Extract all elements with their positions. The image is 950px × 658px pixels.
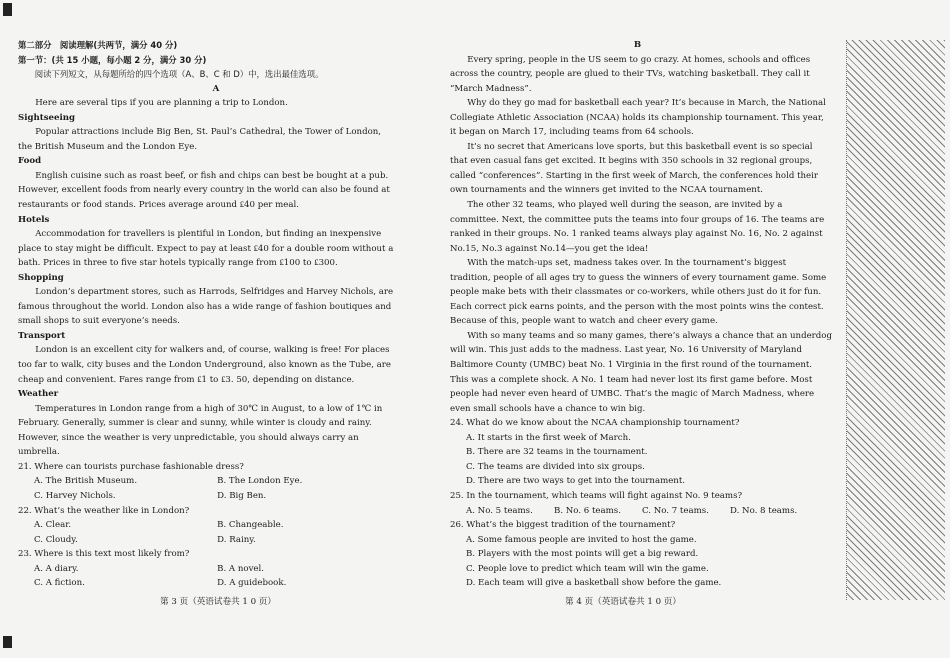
passage-label-a: A (212, 83, 220, 94)
option: B. A novel. (217, 563, 265, 574)
option: A. Some famous people are invited to host the game. (466, 534, 697, 545)
passage-line: will win. This just adds to the madness. Last year, No. 16 University of Maryland (450, 345, 802, 356)
passage-line: The other 32 teams, who played well during the season, are invited by a (467, 200, 783, 211)
binding-margin-hatch (847, 40, 945, 600)
passage-line: Because of this, people want to watch and cheer every game. (450, 316, 718, 327)
passage-line: own tournaments and the winners get invited to the NCAA tournament. (450, 185, 764, 196)
passage-a-sections (18, 111, 414, 460)
passage-line: place to stay might be difficult. Expect to pay at least ₤40 for a double room without a (18, 243, 394, 254)
question-stem: 24. What do we know about the NCAA championship tournament? (450, 418, 740, 429)
passage-line: English cuisine such as roast beef, or fish and chips can best be bought at a pub. (35, 170, 389, 181)
passage-line: small shops to suit everyone’s needs. (18, 316, 180, 327)
option: C. Cloudy. (34, 534, 78, 545)
passage-line: across the country, people are glued to their TVs, watching basketball. They call it (450, 69, 810, 80)
passage-line: tradition, people of all ages try to guess the winners of every tournament game. Some (450, 272, 827, 283)
option: C. Harvey Nichols. (34, 490, 116, 501)
section-title: Hotels (18, 214, 50, 225)
passage-line: cheap and convenient. Fares range from ₤1 to ₤3. 50, depending on distance. (18, 374, 355, 385)
option: D. Rainy. (217, 534, 256, 545)
passage-line: Why do they go mad for basketball each year? It’s because in March, the National (467, 98, 826, 109)
passage-line: people make bets with their classmates or co-workers, while others just do it for fun. (450, 287, 822, 298)
instruction: 阅读下列短文，从每题所给的四个选项（A、B、C 和 D）中，选出最佳选项。 (34, 69, 324, 80)
passage-line: It’s no secret that Americans love sports, but this basketball event is so special (467, 141, 813, 152)
option: C. A fiction. (34, 578, 85, 589)
passage-line: Temperatures in London range from a high of 30℃ in August, to a low of 1℃ in (35, 403, 383, 414)
passage-line: Every spring, people in the US seem to go crazy. At homes, schools and offices (467, 54, 811, 65)
passage-line: “March Madness”. (450, 83, 532, 94)
passage-line: people had never even heard of UMBC. That’s the magic of March Madness, where (450, 389, 815, 400)
passage-line: Accommodation for travellers is plentiful in London, but finding an inexpensive (35, 229, 382, 240)
scan-corner-mark (3, 636, 12, 648)
passage-a-questions (18, 460, 414, 591)
passage-line: This was a complete shock. A No. 1 team had never lost its first game before. Most (450, 374, 813, 385)
question-stem: 25. In the tournament, which teams will fight against No. 9 teams? (450, 490, 743, 501)
passage-line: Baltimore County (UMBC) beat No. 1 Virginia in the first round of the tournament. (450, 360, 813, 371)
option: A. A diary. (34, 563, 79, 574)
passage-line: However, excellent foods from nearly every country in the world can also be found at (18, 185, 390, 196)
option: B. Players with the most points will get a big reward. (466, 549, 699, 560)
passage-line: restaurants or food stands. Prices average around ₤40 per meal. (18, 200, 299, 211)
section-title: Sightseeing (18, 112, 75, 123)
passage-b-body (450, 53, 832, 417)
scan-corner-mark (3, 3, 12, 16)
question-25 (450, 489, 825, 518)
question-26 (450, 518, 825, 591)
left-page (18, 0, 414, 658)
passage-line: London is an excellent city for walkers and, of course, walking is free! For places (35, 345, 390, 356)
options-row (18, 562, 414, 577)
passage-line: even small schools have a chance to win big. (450, 403, 646, 414)
question-24 (450, 416, 825, 489)
passage-label-b: B (633, 40, 642, 50)
passage-line: No.15, No.3 against No.14—you get the idea! (450, 243, 649, 254)
passage-line: London’s department stores, such as Harrods, Selfridges and Harvey Nichols, are (35, 287, 394, 298)
option: C. The teams are divided into six groups. (466, 461, 645, 472)
options-row (18, 533, 414, 548)
option: D. Each team will give a basketball show before the game. (466, 578, 722, 589)
option: C. People love to predict which team will win the game. (466, 563, 709, 574)
passage-line: With the match-ups set, madness takes over. In the tournament’s biggest (467, 258, 787, 269)
part-heading: 第二部分 阅读理解(共两节，满分 40 分) (18, 40, 178, 50)
option: A. The British Museum. (34, 476, 138, 487)
option: A. It starts in the first week of March. (466, 432, 631, 443)
question-stem: 26. What’s the biggest tradition of the tournament? (450, 520, 676, 531)
passage-line: umbrella. (18, 447, 60, 458)
right-page (450, 0, 832, 658)
question-stem: 22. What’s the weather like in London? (18, 505, 190, 516)
option: D. There are two ways to get into the tournament. (466, 476, 686, 487)
options-row (450, 504, 825, 519)
options-row (18, 489, 414, 504)
passage-line: With so many teams and so many games, there’s always a chance that an underdog (467, 330, 832, 341)
option: D. Big Ben. (217, 490, 267, 501)
passage-line: called “conferences”. Starting in the first week of March, the conferences hold their (450, 170, 819, 181)
option: A. Clear. (34, 520, 72, 531)
passage-line: ranked in their groups. No. 1 ranked teams always play against No. 16, No. 2 against (450, 229, 823, 240)
section-title: Weather (18, 389, 59, 400)
page-footer-right: 第 4 页（英语试卷共 1 0 页） (565, 597, 681, 607)
passage-line: bath. Prices in three to five star hotels typically range from ₤100 to ₤300. (18, 258, 338, 269)
option: C. No. 7 teams. (642, 505, 709, 516)
section-title: Shopping (18, 272, 64, 283)
passage-line: Each correct pick earns points, and the person with the most points wins the contest. (450, 301, 824, 312)
option: D. No. 8 teams. (730, 505, 798, 516)
option: B. There are 32 teams in the tournament. (466, 447, 648, 458)
section-heading: 第一节：(共 15 小题，每小题 2 分，满分 30 分) (18, 54, 207, 65)
passage-line: Collegiate Athletic Association (NCAA) holds its championship tournament. This year, (450, 112, 824, 123)
section-title: Food (18, 156, 42, 167)
passage-line: However, since the weather is very unpredictable, you should always carry an (18, 432, 359, 443)
question-stem: 23. Where is this text most likely from? (18, 549, 190, 560)
option: B. No. 6 teams. (554, 505, 621, 516)
option: A. No. 5 teams. (466, 505, 533, 516)
section-title: Transport (18, 330, 66, 341)
passage-intro: Here are several tips if you are planning a trip to London. (35, 98, 288, 109)
passage-line: Popular attractions include Big Ben, St. Paul’s Cathedral, the Tower of London, (35, 127, 382, 138)
options-row (18, 576, 414, 591)
passage-line: famous throughout the world. London also has a wide range of fashion boutiques and (18, 301, 392, 312)
option: B. Changeable. (217, 520, 284, 531)
question-stem: 21. Where can tourists purchase fashionable dress? (18, 461, 244, 472)
passage-line: February. Generally, summer is clear and sunny, while winter is cloudy and rainy. (18, 418, 372, 429)
option: B. The London Eye. (217, 476, 303, 487)
options-row (18, 518, 414, 533)
passage-line: committee. Next, the committee puts the teams into four groups of 16. The teams are (450, 214, 825, 225)
passage-line: the British Museum and the London Eye. (18, 141, 198, 152)
passage-line: too far to walk, city buses and the London Underground, also known as the Tube, are (18, 360, 391, 371)
options-row (18, 474, 414, 489)
passage-line: it began on March 17, including teams from 64 schools. (450, 127, 694, 138)
passage-line: that even casual fans get excited. It begins with 350 schools in 32 regional groups, (450, 156, 813, 167)
option: D. A guidebook. (217, 578, 287, 589)
page-footer-left: 第 3 页（英语试卷共 1 0 页） (160, 597, 276, 607)
